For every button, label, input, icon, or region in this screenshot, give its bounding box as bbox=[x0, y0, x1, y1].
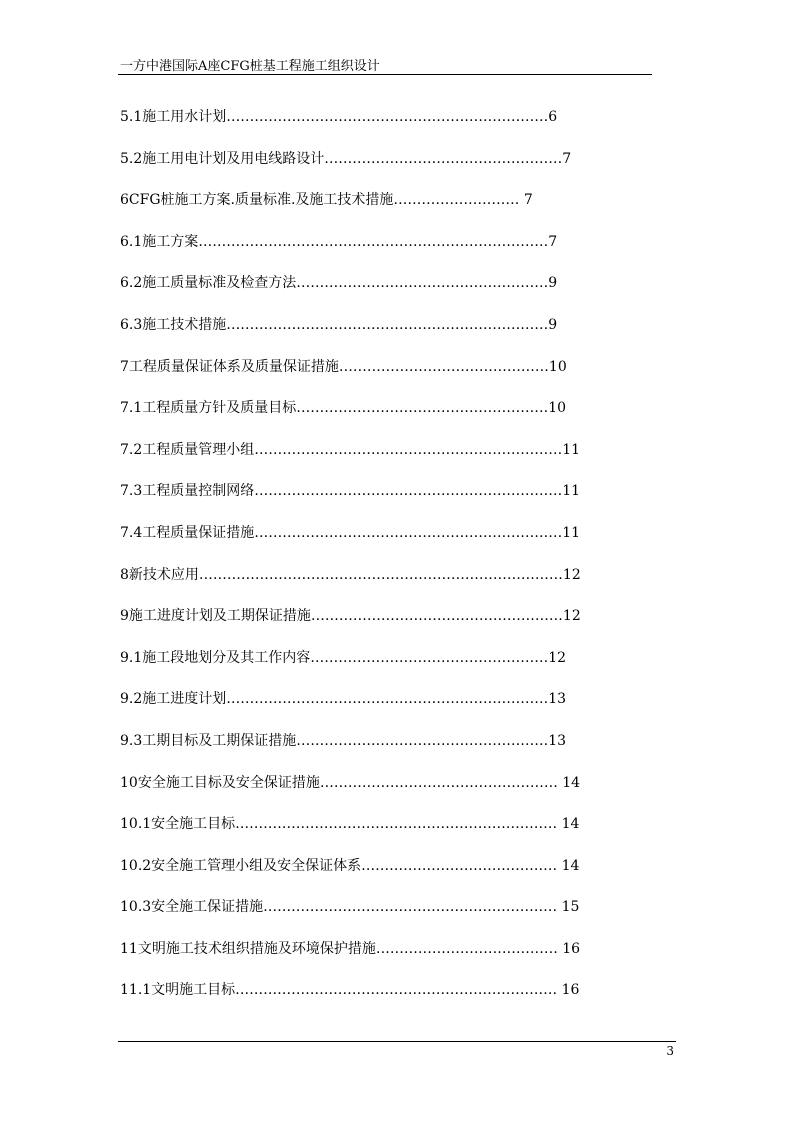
table-of-contents bbox=[120, 107, 680, 1022]
toc-entry-text: 8新技术应用……………………………………………………………………12 bbox=[120, 566, 581, 583]
toc-entry-text: 10.2安全施工管理小组及安全保证体系…………………………………… 14 bbox=[120, 857, 580, 874]
toc-entry[interactable] bbox=[120, 565, 680, 607]
toc-entry[interactable] bbox=[120, 648, 680, 690]
toc-entry[interactable] bbox=[120, 689, 680, 731]
toc-entry-text: 10.1安全施工目标…………………………………………………………… 14 bbox=[120, 816, 580, 833]
toc-entry-text: 7.4工程质量保证措施…………………………………………………………11 bbox=[120, 524, 581, 541]
toc-entry-text: 9.3工期目标及工期保证措施………………………………………………13 bbox=[120, 732, 567, 749]
toc-entry-text: 6.3施工技术措施……………………………………………………………9 bbox=[120, 316, 558, 333]
toc-entry-text: 7.3工程质量控制网络…………………………………………………………11 bbox=[120, 483, 581, 500]
toc-entry[interactable] bbox=[120, 481, 680, 523]
header-rule bbox=[118, 74, 652, 75]
toc-entry-text: 10安全施工目标及安全保证措施…………………………………………… 14 bbox=[120, 774, 581, 791]
toc-entry[interactable] bbox=[120, 273, 680, 315]
page-number: 3 bbox=[666, 1044, 674, 1058]
toc-entry-text: 9施工进度计划及工期保证措施………………………………………………12 bbox=[120, 608, 581, 625]
toc-entry-text: 9.1施工段地划分及其工作内容……………………………………………12 bbox=[120, 649, 567, 666]
toc-entry[interactable] bbox=[120, 606, 680, 648]
toc-entry[interactable] bbox=[120, 107, 680, 149]
toc-entry-text: 5.2施工用电计划及用电线路设计……………………………………………7 bbox=[120, 150, 572, 167]
toc-entry[interactable] bbox=[120, 980, 680, 1022]
toc-entry[interactable] bbox=[120, 523, 680, 565]
toc-entry-text: 7工程质量保证体系及质量保证措施………………………………………10 bbox=[120, 358, 567, 375]
toc-entry[interactable] bbox=[120, 773, 680, 815]
toc-entry[interactable] bbox=[120, 856, 680, 898]
toc-entry[interactable] bbox=[120, 398, 680, 440]
toc-entry-text: 11文明施工技术组织措施及环境保护措施………………………………… 16 bbox=[120, 940, 581, 957]
toc-entry[interactable] bbox=[120, 814, 680, 856]
toc-entry-text: 7.2工程质量管理小组…………………………………………………………11 bbox=[120, 441, 581, 458]
toc-entry[interactable] bbox=[120, 731, 680, 773]
toc-entry[interactable] bbox=[120, 939, 680, 981]
toc-entry[interactable] bbox=[120, 190, 680, 232]
toc-entry[interactable] bbox=[120, 232, 680, 274]
toc-entry[interactable] bbox=[120, 357, 680, 399]
running-header-title: 一方中港国际A座CFG桩基工程施工组织设计 bbox=[120, 59, 380, 74]
toc-entry-text: 7.1工程质量方针及质量目标………………………………………………10 bbox=[120, 400, 567, 417]
toc-entry[interactable] bbox=[120, 149, 680, 191]
footer-rule bbox=[118, 1041, 676, 1042]
toc-entry-text: 6.2施工质量标准及检查方法………………………………………………9 bbox=[120, 275, 558, 292]
toc-entry-text: 6.1施工方案…………………………………………………………………7 bbox=[120, 233, 558, 250]
toc-entry-text: 9.2施工进度计划……………………………………………………………13 bbox=[120, 691, 567, 708]
toc-entry[interactable] bbox=[120, 315, 680, 357]
toc-entry-text: 5.1施工用水计划……………………………………………………………6 bbox=[120, 109, 558, 125]
toc-entry-text: 10.3安全施工保证措施……………………………………………………… 15 bbox=[120, 899, 580, 916]
toc-entry-text: 11.1文明施工目标…………………………………………………………… 16 bbox=[120, 982, 580, 999]
toc-entry[interactable] bbox=[120, 897, 680, 939]
toc-entry-text: 6CFG桩施工方案.质量标准.及施工技术措施……………………… 7 bbox=[120, 192, 533, 209]
toc-entry[interactable] bbox=[120, 440, 680, 482]
